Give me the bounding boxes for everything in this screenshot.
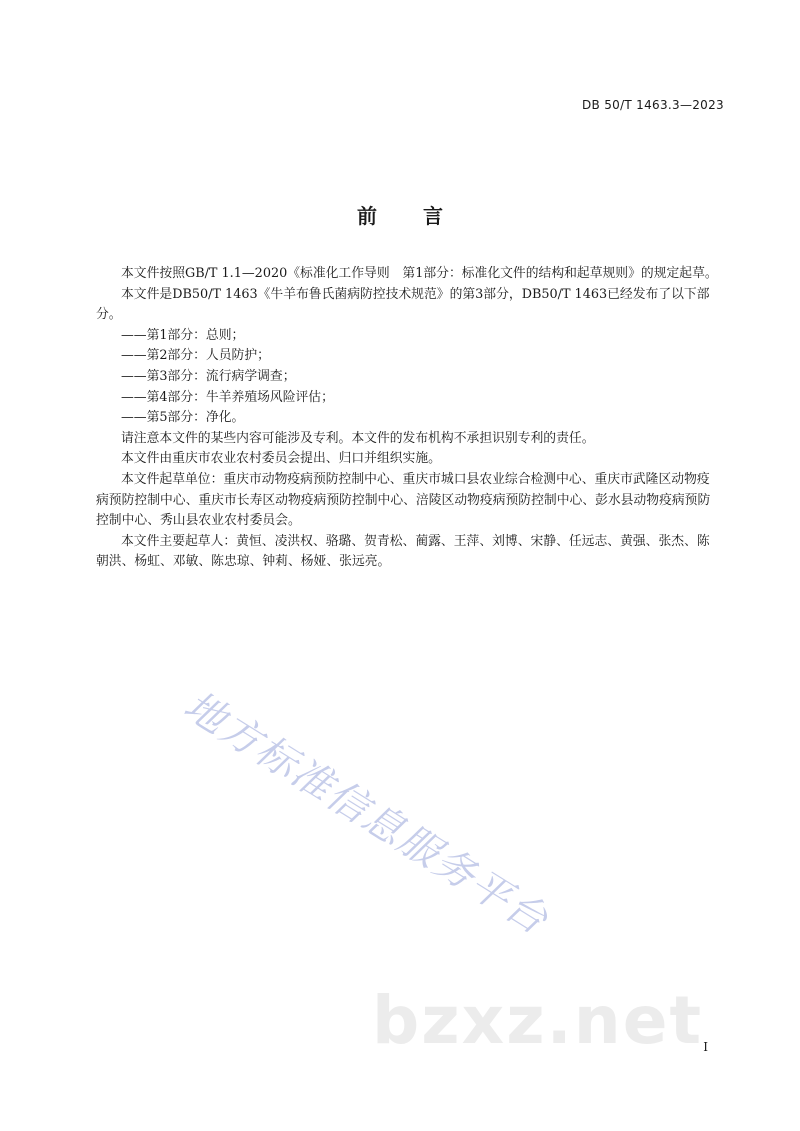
title-char-2: 言 — [423, 204, 443, 228]
list-item-part2: ——第2部分：人员防护； — [121, 348, 270, 364]
site-watermark: bzxz.net — [372, 982, 704, 1059]
paragraph-series-info: 本文件是DB50/T 1463《牛羊布鲁氏菌病防控技术规范》的第3部分，DB50/T 1463已经发布了以下部分。 — [96, 286, 710, 323]
list-item-part4: ——第4部分：牛羊养殖场风险评估； — [121, 389, 334, 405]
foreword-body — [96, 264, 721, 573]
list-item-part1: ——第1部分：总则； — [121, 327, 245, 343]
paragraph-drafting-units: 本文件起草单位：重庆市动物疫病预防控制中心、重庆市城口县农业综合检测中心、重庆市武隆区动物疫病预防控制中心、重庆市长寿区动物疫病预防控制中心、涪陵区动物疫病预防控制中心、彭水县动物疫病预防控制中心、秀山县农业农村委员会。 — [96, 471, 711, 529]
paragraph-proposer: 本文件由重庆市农业农村委员会提出、归口并组织实施。 — [121, 451, 441, 467]
list-item-part5: ——第5部分：净化。 — [121, 410, 245, 426]
list-item-part3: ——第3部分：流行病学调查； — [121, 368, 296, 384]
title-char-1: 前 — [357, 204, 377, 228]
document-code: DB 50/T 1463.3—2023 — [582, 98, 724, 112]
page-number: I — [703, 1040, 708, 1054]
watermark-text: 地方标准信息服务平台 — [175, 682, 557, 945]
paragraph-drafters: 本文件主要起草人：黄恒、凌洪权、骆璐、贺青松、蔺露、王萍、刘博、宋静、任远志、黄强、张杰、陈朝洪、杨虹、邓敏、陈忠琼、钟莉、杨娅、张远亮。 — [96, 533, 710, 570]
page-title — [0, 200, 800, 229]
paragraph-patent-notice: 请注意本文件的某些内容可能涉及专利。本文件的发布机构不承担识别专利的责任。 — [121, 430, 595, 446]
paragraph-drafting-rules: 本文件按照GB/T 1.1—2020《标准化工作导则 第1部分：标准化文件的结构和起草规则》的规定起草。 — [121, 266, 718, 281]
